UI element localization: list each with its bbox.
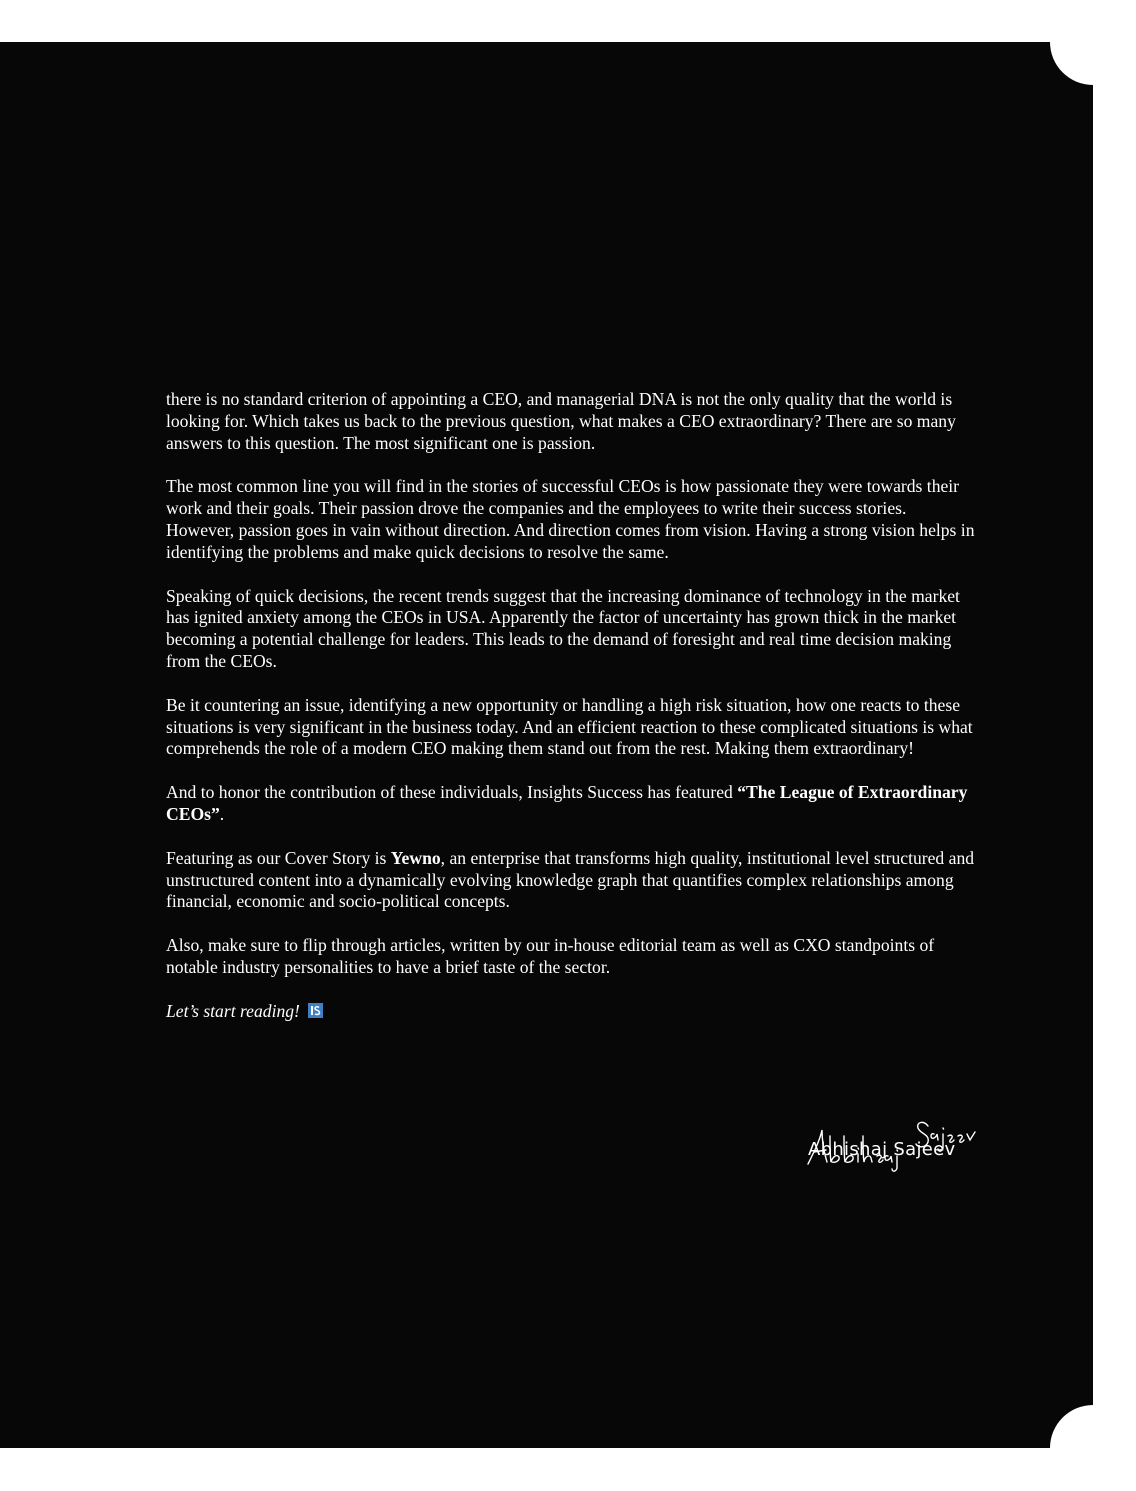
paragraph-6 bbox=[166, 848, 976, 913]
corner-notch-top bbox=[1050, 42, 1093, 85]
paragraph-2: The most common line you will find in the stories of successful CEOs is how passionate they were towards their work and their goals. Their passion drove the companies and the employees to write their success stories. However, passion goes in vain without direction. And direction comes from vision. Having a strong vision helps in identifying the problems and make quick decisions to resolve the same. bbox=[166, 476, 975, 562]
paragraph-1: there is no standard criterion of appointing a CEO, and managerial DNA is not the only quality that the world is looking for. Which takes us back to the previous question, what makes a CEO extraordinary? There are so many answers to this question. The most significant one is passion. bbox=[166, 389, 956, 453]
paragraph-6-end: , an enterprise that transforms high quality, institutional level structured and unstructured content into a dynamically evolving knowledge graph that quantifies complex relationships among financial, economic and socio-political concepts. bbox=[166, 847, 975, 912]
signer-name: Abhishaj Sajeev bbox=[808, 1139, 956, 1160]
paragraph-5-end: . bbox=[219, 803, 225, 824]
corner-notch-bottom bbox=[1050, 1405, 1093, 1448]
is-logo-icon bbox=[308, 1003, 323, 1018]
paragraph-7: Also, make sure to flip through articles, written by our in-house editorial team as well as CXO standpoints of notable industry personalities to have a brief taste of the sector. bbox=[166, 935, 935, 977]
paragraph-5 bbox=[166, 782, 976, 826]
paragraph-4: Be it countering an issue, identifying a new opportunity or handling a high risk situation, how one reacts to these situations is very significant in the business today. And an efficient reaction to these complicated situations is what comprehends the role of a modern CEO making them stand out from the rest. Making them extraordinary! bbox=[166, 694, 973, 759]
paragraph-5-text: And to honor the contribution of these individuals, Insights Success has featured bbox=[166, 782, 738, 803]
page-panel bbox=[0, 42, 1093, 1448]
signoff-text: Let’s start reading! bbox=[166, 1000, 300, 1021]
paragraph-3: Speaking of quick decisions, the recent trends suggest that the increasing dominance of technology in the market has ignited anxiety among the CEOs in USA. Apparently the factor of uncertainty has grown thick in the market becoming a potential challenge for leaders. This leads to the demand of foresight and real time decision making from the CEOs. bbox=[166, 585, 960, 671]
feature-title: “The League of Extraordinary CEOs” bbox=[166, 782, 968, 824]
editorial-body bbox=[166, 389, 976, 1045]
signoff-line bbox=[166, 1001, 976, 1023]
cover-story-name: Yewno bbox=[390, 847, 441, 868]
paragraph-6-text: Featuring as our Cover Story is bbox=[166, 847, 391, 868]
